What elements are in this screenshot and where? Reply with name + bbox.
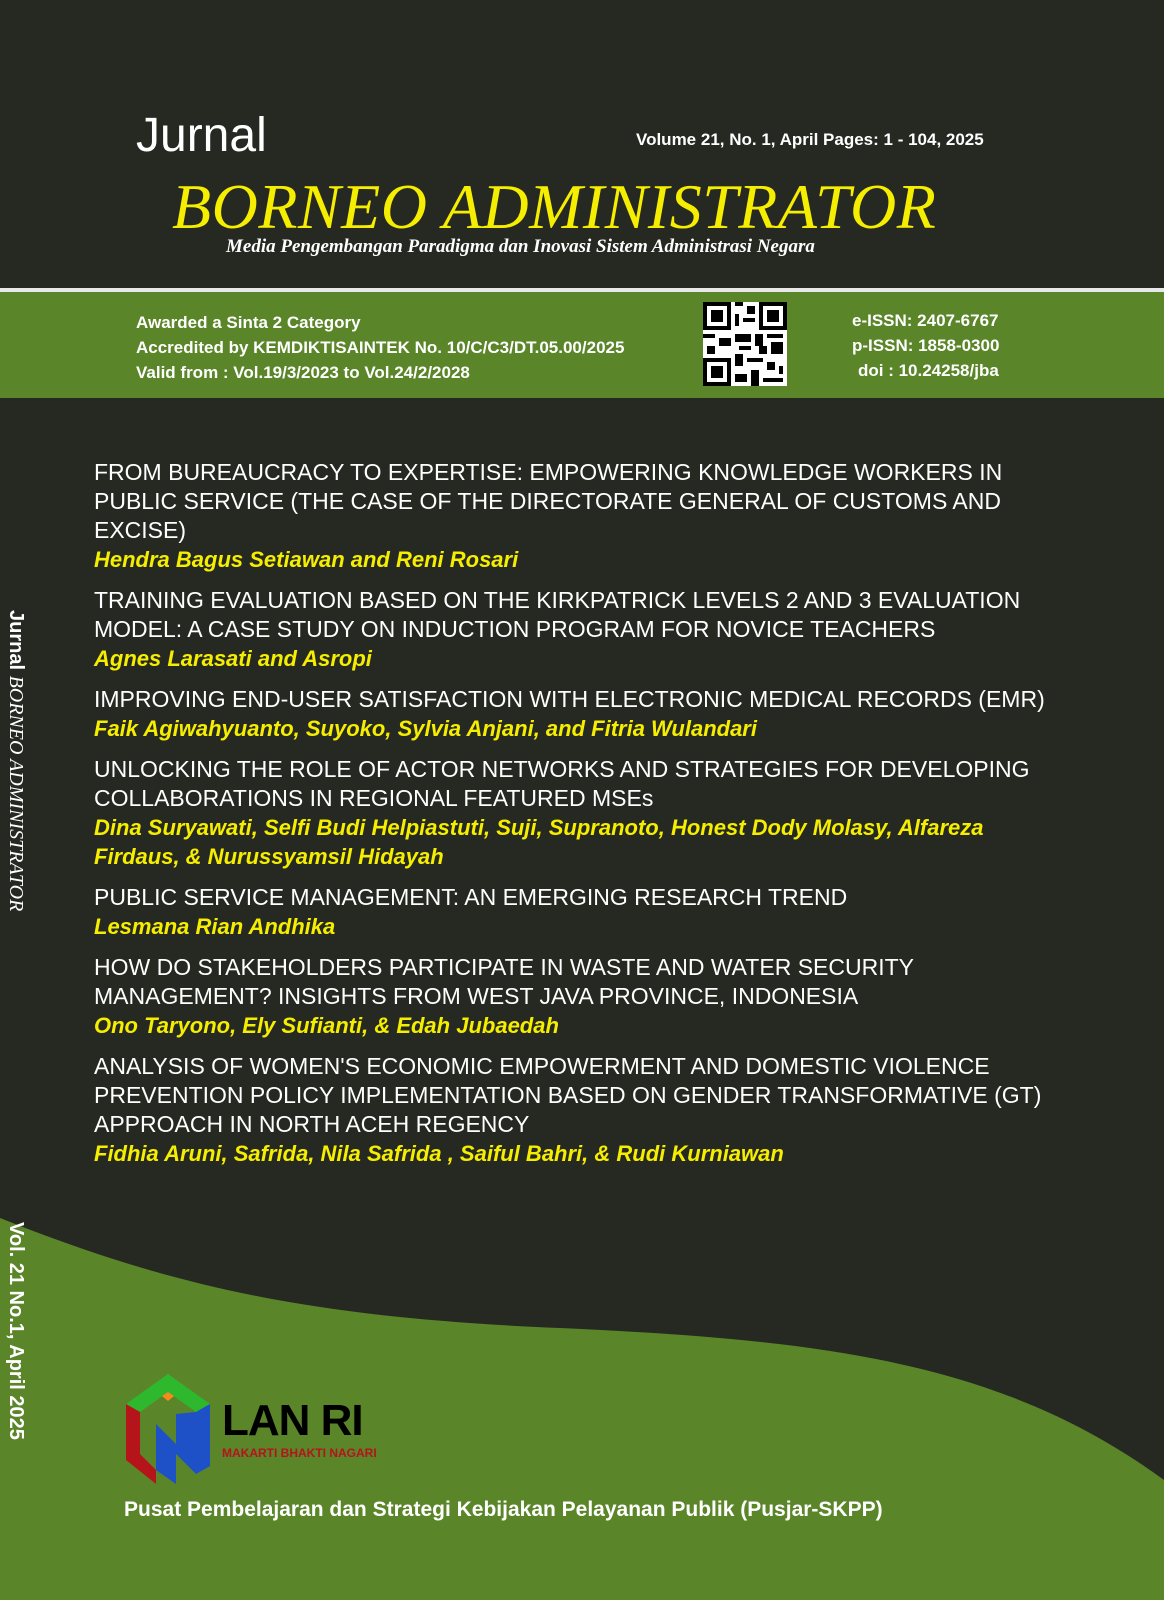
spine-journal-name: BORNEO ADMINISTRATOR <box>5 675 27 912</box>
article-entry[interactable] <box>94 953 1144 1040</box>
journal-subtitle: Media Pengembangan Paradigma dan Inovasi Sistem Administrasi Negara <box>226 236 815 257</box>
article-title: UNLOCKING THE ROLE OF ACTOR NETWORKS AND STRATEGIES FOR DEVELOPING COLLABORATIONS IN REGIONAL FEATURED MSEs <box>94 756 1030 811</box>
spine-jurnal: Jurnal <box>5 610 27 676</box>
article-authors: Fidhia Aruni, Safrida, Nila Safrida , Saiful Bahri, & Rudi Kurniawan <box>94 1141 784 1166</box>
lan-ri-logo-icon <box>126 1374 222 1484</box>
eissn: e-ISSN: 2407-6767 <box>852 311 999 330</box>
article-authors: Dina Suryawati, Selfi Budi Helpiastuti, Suji, Supranoto, Honest Dody Molasy, Alfareza Firdaus, & Nurussyamsil Hidayah <box>94 815 984 869</box>
publisher-name: Pusat Pembelajaran dan Strategi Kebijakan Pelayanan Publik (Pusjar-SKPP) <box>124 1498 883 1521</box>
qr-code-icon[interactable] <box>703 302 787 386</box>
article-entry[interactable] <box>94 586 1144 673</box>
article-entry[interactable] <box>94 755 1144 871</box>
article-entry[interactable] <box>94 1052 1144 1168</box>
article-title: HOW DO STAKEHOLDERS PARTICIPATE IN WASTE AND WATER SECURITY MANAGEMENT? INSIGHTS FROM WEST JAVA PROVINCE, INDONESIA <box>94 954 914 1009</box>
jurnal-label: Jurnal <box>136 109 267 162</box>
article-entry[interactable] <box>94 883 1144 941</box>
article-title: TRAINING EVALUATION BASED ON THE KIRKPATRICK LEVELS 2 AND 3 EVALUATION MODEL: A CASE STUDY ON INDUCTION PROGRAM FOR NOVICE TEACHERS <box>94 587 1021 642</box>
accreditation-line: Valid from : Vol.19/3/2023 to Vol.24/2/2028 <box>136 363 470 382</box>
accreditation-info <box>136 310 624 385</box>
doi: doi : 10.24258/jba <box>858 361 999 380</box>
article-title: FROM BUREAUCRACY TO EXPERTISE: EMPOWERING KNOWLEDGE WORKERS IN PUBLIC SERVICE (THE CASE OF THE DIRECTORATE GENERAL OF CUSTOMS AND EXCISE) <box>94 459 1003 543</box>
table-of-contents <box>94 458 1144 1180</box>
article-title: PUBLIC SERVICE MANAGEMENT: AN EMERGING RESEARCH TREND <box>94 884 848 910</box>
logo-name: LAN RI <box>222 1396 363 1445</box>
article-authors: Agnes Larasati and Asropi <box>94 646 372 671</box>
article-entry[interactable] <box>94 458 1144 574</box>
article-authors: Hendra Bagus Setiawan and Reni Rosari <box>94 547 519 572</box>
logo-tagline: MAKARTI BHAKTI NAGARI <box>222 1446 377 1460</box>
spine-title <box>4 610 27 911</box>
accreditation-line: Accredited by KEMDIKTISAINTEK No. 10/C/C3/DT.05.00/2025 <box>136 338 625 357</box>
article-authors: Lesmana Rian Andhika <box>94 914 336 939</box>
pissn: p-ISSN: 1858-0300 <box>852 336 1000 355</box>
article-title: ANALYSIS OF WOMEN'S ECONOMIC EMPOWERMENT AND DOMESTIC VIOLENCE PREVENTION POLICY IMPLEMENTATION BASED ON GENDER TRANSFORMATIVE (GT) APPROACH IN NORTH ACEH REGENCY <box>94 1053 1042 1137</box>
volume-info: Volume 21, No. 1, April Pages: 1 - 104, 2025 <box>636 130 984 149</box>
journal-title: BORNEO ADMINISTRATOR <box>172 171 937 242</box>
article-authors: Ono Taryono, Ely Sufianti, & Edah Jubaedah <box>94 1013 559 1038</box>
spine-issue: Vol. 21 No.1, April 2025 <box>5 1222 27 1440</box>
article-entry[interactable] <box>94 685 1144 743</box>
article-title: IMPROVING END-USER SATISFACTION WITH ELECTRONIC MEDICAL RECORDS (EMR) <box>94 686 1045 712</box>
accreditation-line: Awarded a Sinta 2 Category <box>136 313 361 332</box>
article-authors: Faik Agiwahyuanto, Suyoko, Sylvia Anjani, and Fitria Wulandari <box>94 716 757 741</box>
identifiers <box>852 308 999 383</box>
